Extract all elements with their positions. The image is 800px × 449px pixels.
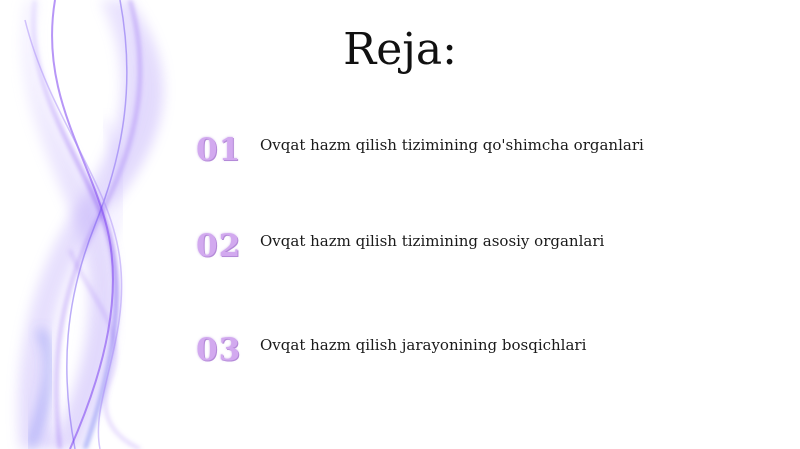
item-text: Ovqat hazm qilish tizimining asosiy organlari (260, 232, 605, 250)
item-text: Ovqat hazm qilish jarayonining bosqichlari (260, 336, 587, 354)
plan-item-2 (0, 218, 800, 268)
slide-title: Reja: (343, 24, 457, 75)
plan-item-3 (0, 322, 800, 372)
item-number: 02 (196, 228, 242, 264)
plan-item-1 (0, 122, 800, 172)
item-number: 01 (196, 132, 242, 168)
item-number: 03 (196, 332, 242, 368)
item-text: Ovqat hazm qilish tizimining qo'shimcha organlari (260, 136, 644, 154)
